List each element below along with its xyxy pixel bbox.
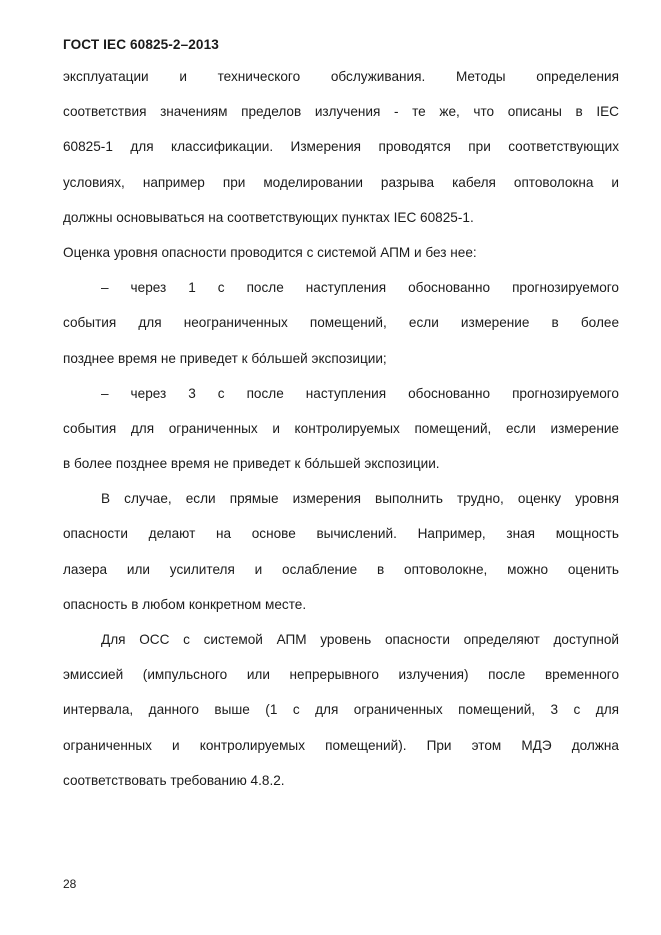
text-line: соответствия значениям пределов излучения - те же, что описаны в IEC xyxy=(63,104,619,120)
paragraph xyxy=(63,622,619,798)
text-line: соответствовать требованию 4.8.2. xyxy=(63,772,285,788)
text-line: Оценка уровня опасности проводится с системой АПМ и без нее: xyxy=(63,244,477,260)
text-line: позднее время не приведет к бо́льшей экспозиции; xyxy=(63,350,387,366)
paragraph xyxy=(63,376,619,482)
text-line: Для ОСС с системой АПМ уровень опасности определяют доступной xyxy=(101,632,619,647)
text-line: опасности делают на основе вычислений. Например, зная мощность xyxy=(63,526,619,542)
text-line: должны основываться на соответствующих пунктах IEC 60825-1. xyxy=(63,209,474,225)
paragraph xyxy=(63,481,619,622)
paragraph xyxy=(63,235,619,270)
text-line: лазера или усилителя и ослабление в оптоволокне, можно оценить xyxy=(63,561,619,577)
text-line: В случае, если прямые измерения выполнить трудно, оценку уровня xyxy=(101,491,619,507)
text-line: события для ограниченных и контролируемых помещений, если измерение xyxy=(63,420,619,436)
text-line: 60825-1 для классификации. Измерения проводятся при соответствующих xyxy=(63,139,619,155)
paragraph xyxy=(63,59,619,235)
paragraph xyxy=(63,270,619,376)
text-line: – через 3 с после наступления обоснованно прогнозируемого xyxy=(101,385,619,401)
text-line: в более позднее время не приведет к бо́льшей экспозиции. xyxy=(63,456,440,472)
text-line: ограниченных и контролируемых помещений). При этом МДЭ должна xyxy=(63,737,619,753)
running-header: ГОСТ IEC 60825-2–2013 xyxy=(63,37,219,52)
page-number: 28 xyxy=(63,877,77,891)
text-line: – через 1 с после наступления обоснованно прогнозируемого xyxy=(101,280,619,296)
document-body xyxy=(63,59,619,798)
text-line: события для неограниченных помещений, если измерение в более xyxy=(63,315,619,331)
text-line: условиях, например при моделировании разрыва кабеля оптоволокна и xyxy=(63,174,619,190)
text-line: эмиссией (импульсного или непрерывного излучения) после временного xyxy=(63,667,619,683)
text-line: эксплуатации и технического обслуживания. Методы определения xyxy=(63,69,619,84)
text-line: интервала, данного выше (1 с для ограниченных помещений, 3 с для xyxy=(63,702,619,718)
text-line: опасность в любом конкретном месте. xyxy=(63,596,307,612)
